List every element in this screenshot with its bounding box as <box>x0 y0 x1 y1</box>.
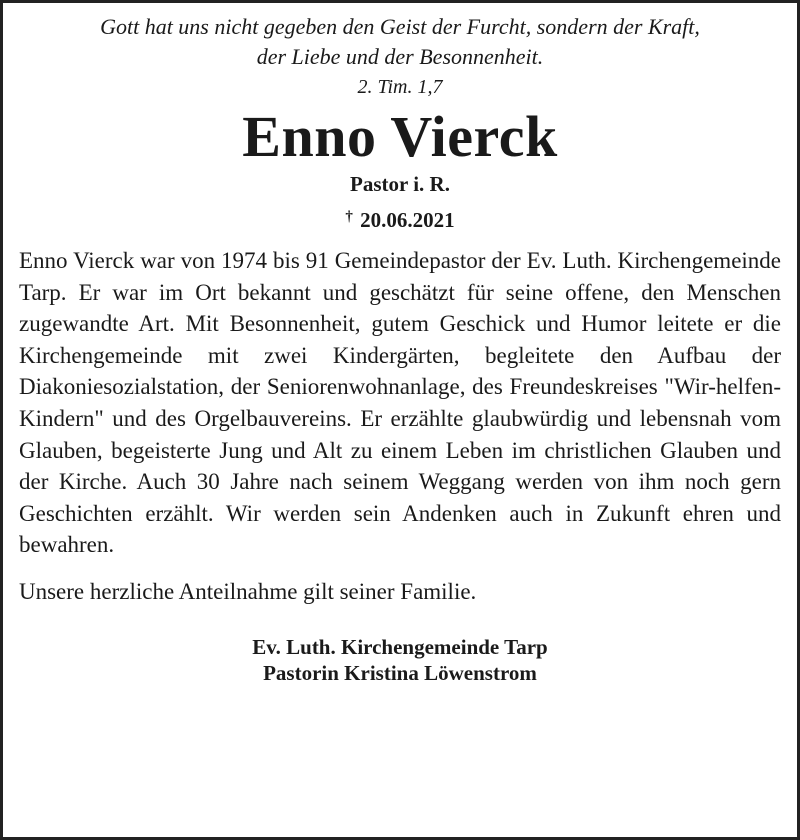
obituary-text: Enno Vierck war von 1974 bis 91 Gemeindepastor der Ev. Luth. Kirchengemeinde Tarp. Er war im Ort bekannt und geschätzt für seine offene, den Menschen zugewandte Art. Mit Besonnenheit, gutem Geschick und Humor leitete er die Kirchengemeinde mit zwei Kindergärten, begleitete den Aufbau der Diakoniesozialstation, der Seniorenwohnanlage, des Freundeskreises "Wir-helfen-Kindern" und des Orgelbauvereins. Er erzählte glaubwürdig und lebensnah vom Glauben, begeisterte Jung und Alt zu einem Leben im christlichen Glauben und der Kirche. Auch 30 Jahre nach seinem Weggang werden von ihm noch gern Geschichten erzählt. Wir werden sein Andenken auch in Zukunft ehren und bewahren. <box>19 248 781 558</box>
signature-organization: Ev. Luth. Kirchengemeinde Tarp <box>252 634 548 659</box>
deceased-title: Pastor i. R. <box>350 172 450 196</box>
death-date-line <box>19 202 781 235</box>
condolence-text: Unsere herzliche Anteilnahme gilt seiner Familie. <box>19 578 477 604</box>
deceased-name: Enno Vierck <box>242 104 558 169</box>
obituary-content <box>19 12 781 686</box>
death-date: 20.06.2021 <box>360 208 455 232</box>
bible-verse-reference: 2. Tim. 1,7 <box>357 76 443 98</box>
cross-icon: † <box>345 209 353 225</box>
signature-block <box>19 634 781 686</box>
bible-verse-line-1: Gott hat uns nicht gegeben den Geist der Furcht, sondern der Kraft, <box>100 14 700 39</box>
signature-person: Pastorin Kristina Löwenstrom <box>263 660 537 685</box>
bible-verse-line-2: der Liebe und der Besonnenheit. <box>256 44 544 69</box>
